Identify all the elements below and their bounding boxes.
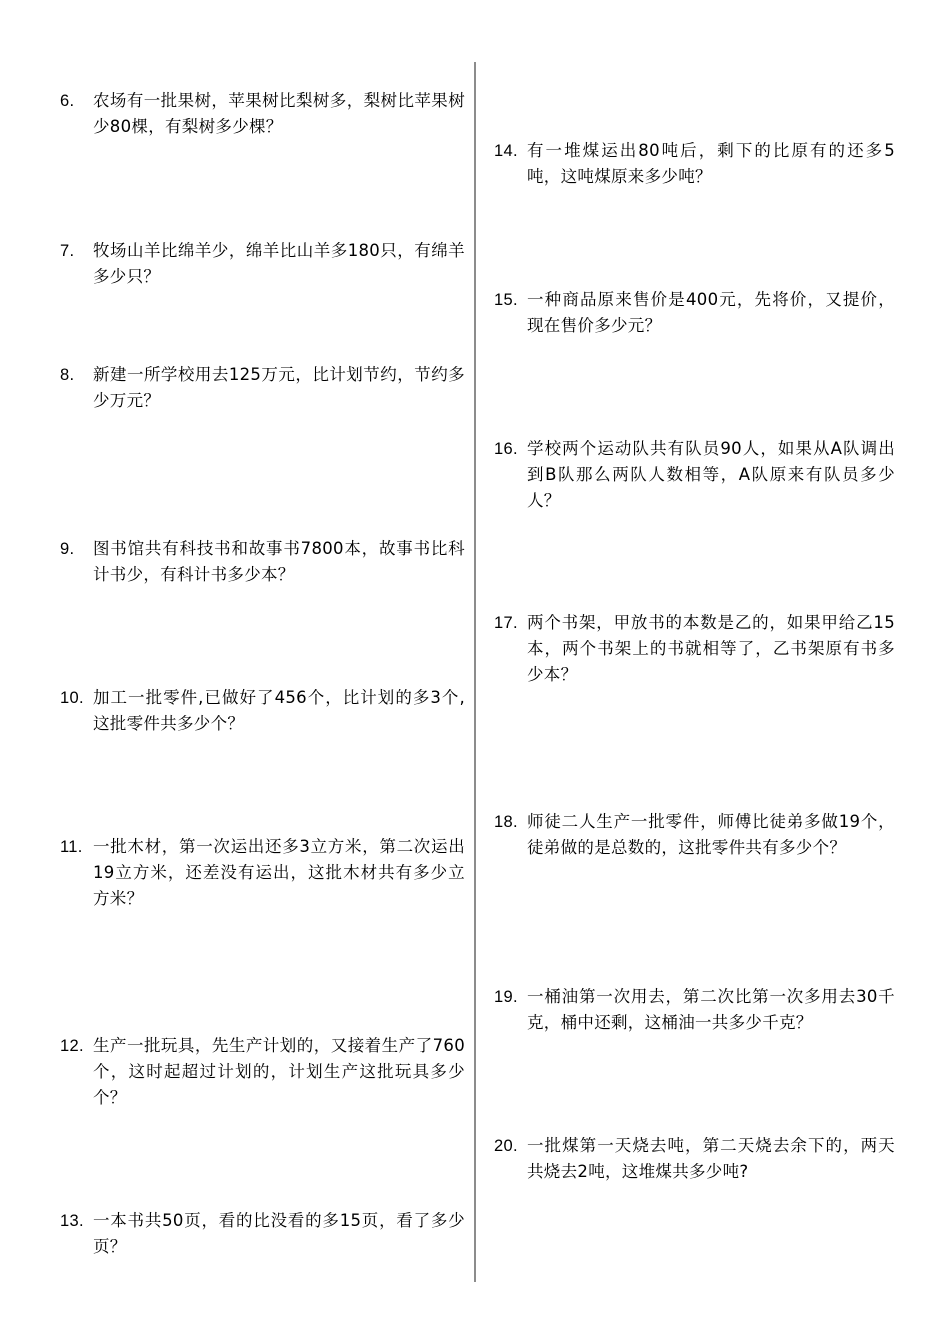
question-number: 18. <box>494 813 518 831</box>
question-text: 有一堆煤运出80吨后，剩下的比原有的还多5吨，这吨煤原来多少吨？ <box>527 141 895 186</box>
question-number: 14. <box>494 142 518 160</box>
question-number: 7. <box>60 242 75 260</box>
question-number: 9. <box>60 540 75 558</box>
question-number: 15. <box>494 291 518 309</box>
question-text: 一桶油第一次用去，第二次比第一次多用去30千克，桶中还剩，这桶油一共多少千克？ <box>527 987 895 1032</box>
question-text: 农场有一批果树，苹果树比梨树多，梨树比苹果树少80棵，有梨树多少棵？ <box>93 91 465 136</box>
question-number: 6. <box>60 92 75 110</box>
question-number: 16. <box>494 440 518 458</box>
question-number: 12. <box>60 1037 84 1055</box>
question-text: 师徒二人生产一批零件，师傅比徒弟多做19个，徒弟做的是总数的，这批零件共有多少个？ <box>527 812 895 857</box>
question-text: 牧场山羊比绵羊少，绵羊比山羊多180只，有绵羊多少只？ <box>93 241 465 286</box>
column-divider <box>474 62 476 1282</box>
question-text: 一本书共50页，看的比没看的多15页，看了多少页？ <box>93 1211 465 1256</box>
question-number: 11. <box>60 838 83 856</box>
question-text: 生产一批玩具，先生产计划的，又接着生产了760个，这时起超过计划的，计划生产这批玩具多少个？ <box>93 1036 465 1107</box>
question-number: 17. <box>494 614 518 632</box>
question-text: 学校两个运动队共有队员90人，如果从A队调出到B队那么两队人数相等，A队原来有队员多少人？ <box>527 439 895 510</box>
question-text: 新建一所学校用去125万元，比计划节约，节约多少万元？ <box>93 365 465 410</box>
question-text: 两个书架，甲放书的本数是乙的，如果甲给乙15本，两个书架上的书就相等了，乙书架原有书多少本？ <box>527 613 895 684</box>
question-text: 图书馆共有科技书和故事书7800本，故事书比科计书少，有科计书多少本？ <box>93 539 465 584</box>
question-number: 20. <box>494 1137 518 1155</box>
question-text: 一批木材，第一次运出还多3立方米，第二次运出19立方米，还差没有运出，这批木材共有多少立方米？ <box>93 837 465 908</box>
question-text: 一批煤第一天烧去吨，第二天烧去余下的，两天共烧去2吨，这堆煤共多少吨? <box>527 1136 895 1181</box>
question-number: 8. <box>60 366 75 384</box>
question-text: 一种商品原来售价是400元，先将价，又提价，现在售价多少元？ <box>527 290 895 335</box>
question-text: 加工一批零件,已做好了456个，比计划的多3个,这批零件共多少个？ <box>93 688 465 733</box>
question-number: 19. <box>494 988 518 1006</box>
question-number: 10. <box>60 689 84 707</box>
question-number: 13. <box>60 1212 84 1230</box>
